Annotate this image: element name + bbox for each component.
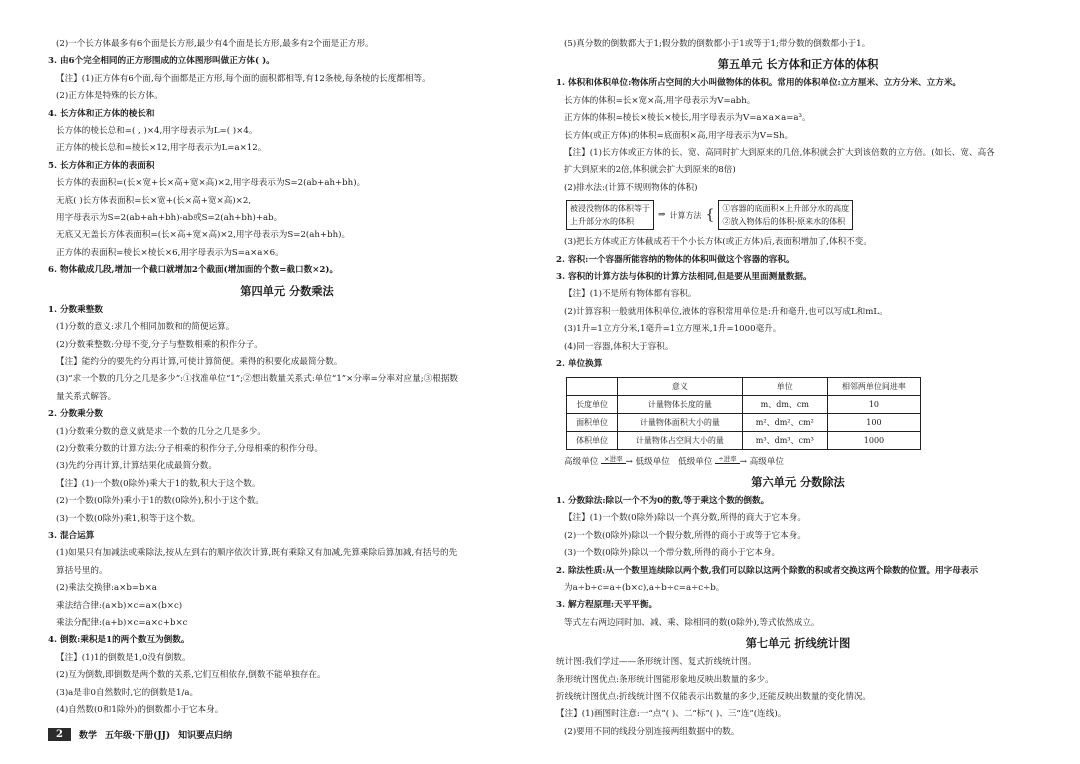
text-line: (3)1升=1立方分米,1毫升=1立方厘米,1升=1000毫升。 bbox=[564, 324, 782, 335]
text-line: 扩大到原来的2倍,体积就会扩大到原来的8倍) bbox=[564, 165, 736, 176]
text-line: (3)先约分再计算,计算结果化成最简分数。 bbox=[56, 461, 217, 472]
right-top-lines bbox=[556, 36, 1040, 53]
text-line: (2)一个长方体最多有6个面是长方形,最少有4个面是长方形,最多有2个面是正方形。 bbox=[56, 39, 374, 49]
text-line: 【注】(1)正方体有6个面,每个面都是正方形,每个面的面积都相等,有12条棱,每条棱的长度都相等。 bbox=[56, 73, 431, 84]
table-cell: 长度单位 bbox=[567, 395, 618, 413]
unit-conversion-table bbox=[566, 377, 921, 450]
text-line: (2)要用不同的线段分别连接两组数据中的数。 bbox=[564, 726, 740, 737]
unit5-title: 第五单元 长方体和正方体的体积 bbox=[717, 57, 879, 72]
text-line: 乘法结合律:(a×b)×c=a×(b×c) bbox=[56, 600, 183, 611]
text-line: 1. 体积和体积单位:物体所占空间的大小叫做物体的体积。常用的体积单位:立方厘米、立方分米、立方米。 bbox=[556, 78, 962, 89]
text-line: (1)分数的意义:求几个相同加数和的简便运算。 bbox=[56, 322, 235, 333]
text-line: 【注】(1)不是所有物体都有容积。 bbox=[564, 289, 697, 300]
table-cell: m³、dm³、cm³ bbox=[742, 431, 827, 449]
text-line: (2)正方体是特殊的长方体。 bbox=[56, 91, 163, 102]
text-line: (2)计算容积一般就用体积单位,液体的容积常用单位是:升和毫升,也可以写成L和mL。 bbox=[564, 306, 888, 317]
text-line: 统计图:我们学过——条形统计图、复式折线统计图。 bbox=[556, 657, 757, 668]
text-line: 【注】(1)一个数(0除外)除以一个真分数,所得的商大于它本身。 bbox=[564, 513, 806, 524]
text-line: 1. 分数乘整数 bbox=[48, 304, 103, 315]
table-row bbox=[567, 431, 921, 449]
text-line: 2. 分数乘分数 bbox=[48, 409, 103, 420]
table-header-cell: 相邻两单位间进率 bbox=[827, 377, 920, 395]
left-lines bbox=[48, 36, 526, 280]
unit4-lines bbox=[48, 302, 526, 720]
text-line: 长方体的表面积=(长×宽+长×高+宽×高)×2,用字母表示为S=2(ab+ah+bh)。 bbox=[56, 178, 366, 189]
unit6-title: 第六单元 分数除法 bbox=[751, 474, 845, 489]
text-line: 3. 解方程原理:天平平衡。 bbox=[556, 600, 658, 611]
text-line: 乘法分配律:(a+b)×c=a×c+b×c bbox=[56, 618, 188, 628]
text-line: 用字母表示为S=2(ab+ah+bh)-ab或S=2(ah+bh)+ab。 bbox=[56, 213, 283, 224]
mid-lines bbox=[556, 234, 1040, 373]
table-cell: 面积单位 bbox=[567, 413, 618, 431]
unit4-title: 第四单元 分数乘法 bbox=[240, 283, 334, 298]
text-line: 3. 由6个完全相同的正方形围成的立体图形叫做正方体( )。 bbox=[48, 56, 275, 67]
text-line: (3)一个数(0除外)除以一个带分数,所得的商小于它本身。 bbox=[564, 548, 781, 559]
text-line: 【注】能约分的要先约分再计算,可使计算简便。乘得的积要化成最简分数。 bbox=[56, 356, 343, 367]
table-header-cell bbox=[567, 377, 618, 395]
text-line: 5. 长方体和正方体的表面积 bbox=[48, 160, 155, 171]
table-cell: m²、dm²、cm² bbox=[742, 413, 827, 431]
div-rate-arrow: ÷进率 bbox=[715, 455, 739, 464]
diagram-left-line1: 被浸没物体的体积等于 bbox=[570, 204, 650, 214]
text-line: (4)自然数(0和1除外)的倒数都小于它本身。 bbox=[56, 705, 224, 716]
conversion-rule: 高级单位 ×进率 → 低级单位 低级单位 ÷进率 → 高级单位 bbox=[564, 454, 785, 467]
text-line: 【注】(1)画图时注意:一“点”( )、二“标”( )、三“连”(连线)。 bbox=[556, 709, 787, 720]
text-line: (2)互为倒数,即倒数是两个数的关系,它们互相依存,倒数不能单独存在。 bbox=[56, 670, 326, 681]
text-line: 【注】(1)一个数(0除外)乘大于1的数,积大于这个数。 bbox=[56, 478, 261, 489]
implies-arrow-icon: ⇒ bbox=[658, 210, 666, 221]
conv-high-unit: 高级单位 bbox=[564, 456, 599, 467]
diagram-left-box bbox=[566, 200, 654, 230]
text-line: 算括号里的。 bbox=[56, 565, 108, 576]
text-line: 【注】(1)长方体或正方体的长、宽、高同时扩大到原来的几倍,体积就会扩大到该倍数的立方倍。(如长、宽、高各 bbox=[564, 148, 995, 159]
table-cell: m、dm、cm bbox=[742, 395, 827, 413]
footer-subject: 数学 bbox=[78, 731, 97, 741]
text-line: (1)如果只有加减法或乘除法,按从左到右的顺序依次计算,既有乘除又有加减,先算乘除后算加减,有括号的先 bbox=[56, 548, 458, 559]
footer-grade: 五年级·下册(JJ) bbox=[104, 731, 171, 741]
left-column bbox=[48, 36, 526, 719]
page-number: 2 bbox=[48, 728, 71, 741]
text-line: 正方体的体积=棱长×棱长×棱长,用字母表示为V=a×a×a=a³。 bbox=[564, 113, 811, 124]
table-header-row bbox=[567, 377, 921, 395]
diagram-options-box bbox=[718, 200, 853, 230]
text-line: 折线统计图优点:折线统计图不仅能表示出数量的多少,还能反映出数量的变化情况。 bbox=[556, 691, 872, 702]
times-rate-arrow: ×进率 bbox=[601, 455, 625, 464]
text-line: 2. 单位换算 bbox=[556, 359, 603, 370]
conv-high-unit2: 高级单位 bbox=[749, 456, 785, 467]
unit7-title: 第七单元 折线统计图 bbox=[745, 636, 851, 651]
diagram-left-line2: 上升部分水的体积 bbox=[570, 217, 634, 227]
unit6-lines bbox=[556, 493, 1040, 632]
table-row bbox=[567, 413, 921, 431]
text-line: 为a÷b÷c=a÷(b×c),a÷b÷c=a÷c÷b。 bbox=[564, 582, 725, 593]
text-line: (2)分数乘分数的计算方法:分子相乘的积作分子,分母相乘的积作分母。 bbox=[56, 443, 324, 454]
table-header-cell: 意义 bbox=[618, 377, 743, 395]
text-line: 2. 容积:一个容器所能容纳的物体的体积叫做这个容器的容积。 bbox=[556, 254, 795, 265]
text-line: 长方体(或正方体)的体积=底面积×高,用字母表示为V=Sh。 bbox=[564, 130, 794, 141]
conv-low-unit: 低级单位 bbox=[635, 456, 670, 467]
drainage-method-diagram bbox=[566, 200, 1040, 230]
text-line: 2. 除法性质:从一个数里连续除以两个数,我们可以除以这两个除数的积或者交换这两个除数的位置。用字母表示 bbox=[556, 565, 979, 576]
text-line: (4)同一容器,体积大于容积。 bbox=[564, 341, 674, 352]
method-label: 计算方法 bbox=[669, 210, 702, 220]
table-header-cell: 单位 bbox=[742, 377, 827, 395]
text-line: 4. 倒数:乘积是1的两个数互为倒数。 bbox=[48, 635, 190, 646]
text-line: 【注】(1)1的倒数是1,0没有倒数。 bbox=[56, 652, 191, 663]
text-line: (2)一个数(0除外)除以一个假分数,所得的商小于或等于它本身。 bbox=[564, 530, 806, 541]
unit5-lines bbox=[556, 75, 1040, 197]
text-line: 无底又无盖长方体表面积=(长×高+宽×高)×2,用字母表示为S=2(ah+bh)。 bbox=[56, 230, 351, 241]
right-column bbox=[556, 36, 1040, 741]
text-line: 正方体的表面积=棱长×棱长×6,用字母表示为S=a×a×6。 bbox=[56, 247, 284, 258]
text-line: (2)一个数(0除外)乘小于1的数(0除外),积小于这个数。 bbox=[56, 496, 265, 507]
table-cell: 1000 bbox=[827, 431, 920, 449]
text-line: 长方体的体积=长×宽×高,用字母表示为V=abh。 bbox=[564, 95, 756, 106]
table-body bbox=[567, 395, 921, 449]
diagram-option2: ②放入物体后的体积-原来水的体积 bbox=[722, 217, 846, 227]
text-line: (3)“求一个数的几分之几是多少”:①找准单位“1”;②想出数量关系式:单位“1”×分率=分率对应量;③根据数 bbox=[56, 374, 459, 385]
text-line: 条形统计图优点:条形统计图能形象地反映出数量的多少。 bbox=[556, 674, 774, 685]
brace-icon: { bbox=[705, 207, 715, 224]
text-line: 无底( )长方体表面积=长×宽+(长×高+宽×高)×2, bbox=[56, 195, 252, 206]
text-line: (5)真分数的倒数都大于1;假分数的倒数都小于1或等于1;带分数的倒数都小于1。 bbox=[564, 39, 871, 49]
footer-title: 知识要点归纳 bbox=[178, 731, 233, 741]
text-line: (3)一个数(0除外)乘1,积等于这个数。 bbox=[56, 513, 201, 524]
text-line: 量关系式解答。 bbox=[56, 391, 117, 402]
text-line: 长方体的棱长总和=( , )×4,用字母表示为L=( )×4。 bbox=[56, 126, 258, 137]
text-line: (3)把长方体或正方体截成若干个小长方体(或正方体)后,表面积增加了,体积不变。 bbox=[564, 237, 872, 248]
text-line: (2)乘法交换律:a×b=b×a bbox=[56, 583, 157, 594]
text-line: 4. 长方体和正方体的棱长和 bbox=[48, 108, 155, 119]
text-line: (2)排水法:(计算不规则物体的体积) bbox=[564, 182, 698, 193]
table-cell: 计量物体长度的量 bbox=[618, 395, 743, 413]
conv-low-unit2: 低级单位 bbox=[678, 456, 713, 467]
diagram-option1: ①容器的底面积×上升部分水的高度 bbox=[722, 204, 850, 214]
table-cell: 10 bbox=[827, 395, 920, 413]
text-line: (2)分数乘整数:分母不变,分子与整数相乘的积作分子。 bbox=[56, 339, 263, 350]
table-cell: 体积单位 bbox=[567, 431, 618, 449]
table-cell: 100 bbox=[827, 413, 920, 431]
page-footer bbox=[48, 728, 232, 741]
text-line: 3. 容积的计算方法与体积的计算方法相同,但是要从里面测量数据。 bbox=[556, 272, 812, 283]
text-line: (3)a是非0自然数时,它的倒数是1/a。 bbox=[56, 687, 199, 698]
text-line: 正方体的棱长总和=棱长×12,用字母表示为L=a×12。 bbox=[56, 143, 267, 154]
text-line: 3. 混合运算 bbox=[48, 530, 95, 541]
table-cell: 计量物体占空间大小的量 bbox=[618, 431, 743, 449]
text-line: 等式左右两边同时加、减、乘、除相同的数(0除外),等式依然成立。 bbox=[564, 617, 820, 628]
text-line: (1)分数乘分数的意义就是求一个数的几分之几是多少。 bbox=[56, 426, 266, 437]
text-line: 6. 物体截成几段,增加一个截口就增加2个截面(增加面的个数=截口数×2)。 bbox=[48, 265, 339, 276]
unit7-lines bbox=[556, 654, 1040, 741]
text-line: 1. 分数除法:除以一个不为0的数,等于乘这个数的倒数。 bbox=[556, 495, 770, 506]
table-row bbox=[567, 395, 921, 413]
table-cell: 计量物体面积大小的量 bbox=[618, 413, 743, 431]
